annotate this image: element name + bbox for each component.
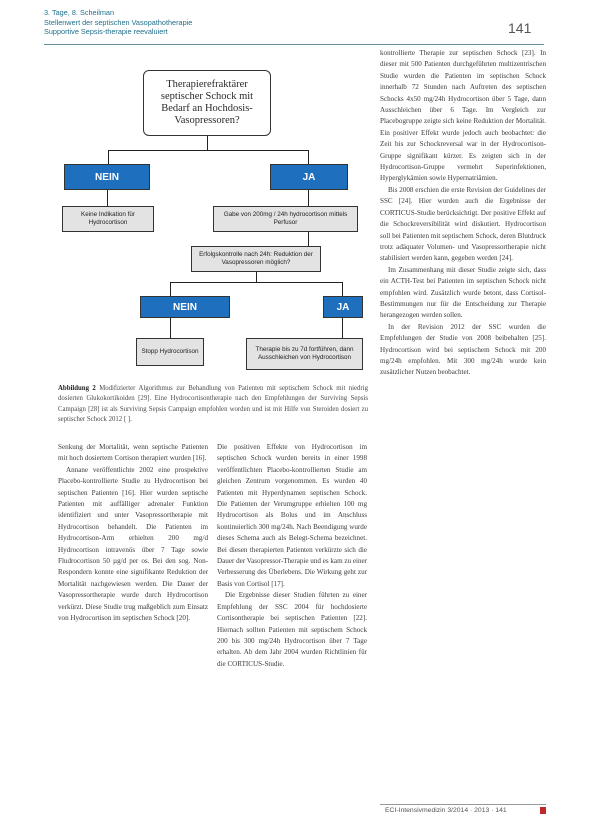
continue-therapy-box xyxy=(246,338,363,370)
connector-line xyxy=(170,282,342,283)
figure-caption xyxy=(58,384,368,426)
column-right xyxy=(380,48,546,800)
connector-line xyxy=(207,136,208,150)
header-line-3: Supportive Sepsis-therapie reevaluiert xyxy=(44,27,168,37)
connector-line xyxy=(342,318,343,338)
header-rule xyxy=(44,44,544,45)
question-text: Therapierefraktärer septischer Schock mit Bedarf an Hochdosis-Vasopressoren? xyxy=(160,79,254,126)
footer-rule xyxy=(380,804,546,805)
algorithm-figure xyxy=(58,60,363,378)
connector-line xyxy=(170,282,171,296)
nein-label: NEIN xyxy=(173,301,197,313)
connector-line xyxy=(107,190,108,206)
stop-hydrocortison-box xyxy=(136,338,204,366)
ja-label: JA xyxy=(302,171,316,183)
red-marker-icon xyxy=(540,807,546,814)
nein-label: NEIN xyxy=(95,171,119,183)
footer-text: ECI-Intensivmedizin 3/2014 · 2013 · 141 xyxy=(385,807,507,814)
question-box xyxy=(143,70,271,136)
paragraph: In der Revision 2012 der SSC wurden die Empfehlungen der Studie von 2008 beibehalten [25]. Hydrocortison wird bei septischem Schock mit 200 mg/24h empfohlen. Mit 300 mg/24h wurde kein zusätzlicher Nutzen beobachtet. xyxy=(380,322,546,377)
connector-line xyxy=(308,150,309,164)
no-indication-box xyxy=(62,206,154,232)
header-line-2: Stellenwert der septischen Vasopathotherapie xyxy=(44,17,193,27)
paragraph: Annane veröffentlichte 2002 eine prospektive Placebo-kontrollierte Studie zu Hydrocortison bei septischen Patienten [16]. Hier wurden septische Patienten mit auffälliger adrenaler Funktion identifiziert und unter Vasopressortherapie mit Hydrocortison behandelt. Die Patienten im Hydrocortison-Arm erhielten 200 mg/d Hydrocortison intravenös über 7 Tage sowie Fludrocortison 50 µg/d per os. Bei den sog. Non-Respondern konnte eine signifikante Reduktion der Mortalität nachgewiesen werden. Die Dauer der Vasopressortherapie wurde durch Hydrocortison verkürzt. Diese Studie trug maßgeblich zum Einsatz von Hydrocortison im septischen Schock [20]. xyxy=(58,465,208,623)
hydrocortison-dose-box xyxy=(213,206,358,232)
header-line-1: 3. Tage, 8. Scheilman xyxy=(44,8,115,17)
caption-text: Modifizierter Algorithmus zur Behandlung von Patienten mit septischem Schock mit niedrig dosierten Glukokortikoiden [29]. Eine Hydrocortisontherapie nach den Empfehlungen der Surviving Sepsis Campaign [28] ist als Surviving Sepsis Campaign empfohlen worden und ist mit Hilfe von Steroiden dosiert zu septischer Schock 2012 [ ]. xyxy=(58,385,368,424)
no-indication-text: Keine Indikation für Hydrocortison xyxy=(81,211,135,226)
paragraph: Die positiven Effekte von Hydrocortison im septischen Schock wurden bereits in einer 1998 veröffentlichten Placebo-kontrollierten Studie am gleichen Zentrum vorgenommen. Es wurden 40 Patienten mit Hyperdynamen septischen Schock. Die Patienten der Verumgruppe erhielten 100 mg Hydrocortison als Bolus und im Anschluss kontinuierlich 300 mg/24h. Nach Beendigung wurde dieses Schema auch als Belegt-Schema bezeichnet. Bei diesen therapierten Patienten verkürzte sich die Dauer der Vasopressor-Therapie und es kam zu einer Verbesserung des Überlebens. Die Wirkung geht zur Basis von Cortisol [17]. xyxy=(217,443,367,588)
nein-box-2 xyxy=(140,296,230,318)
column-middle xyxy=(217,442,367,800)
connector-line xyxy=(308,190,309,206)
paragraph: Senkung der Mortalität, wenn septische Patienten mit hoch dosiertem Cortison therapiert wurden [16]. xyxy=(58,443,208,463)
nein-box-1 xyxy=(64,164,150,190)
connector-line xyxy=(170,318,171,338)
connector-line xyxy=(256,272,257,282)
stop-hydrocortison-text: Stopp Hydrocortison xyxy=(141,348,199,355)
success-check-text: Erfolgskontrolle nach 24h: Reduktion der Vasopressoren möglich? xyxy=(199,251,313,266)
connector-line xyxy=(342,282,343,296)
success-check-box xyxy=(191,246,321,272)
paragraph: Die Ergebnisse dieser Studien führten zu einer Empfehlung der SSC 2004 für hochdosierte Cortisontherapie bei septischen Patienten [22]. Hiernach sollten Patienten mit septischem Schock 200 bis 300 mg/24h Hydrocortison über 7 Tage erhalten. Ab dem Jahr 2004 wurden Richtlinien für die CORTICUS-Studie. xyxy=(217,591,367,668)
connector-line xyxy=(308,232,309,246)
hydrocortison-dose-text: Gabe von 200mg / 24h hydrocortison mittels Perfusor xyxy=(223,211,348,226)
paragraph: Im Zusammenhang mit dieser Studie zeigte sich, dass ein ACTH-Test bei Patienten im septischen Schock nicht empfohlen wird. Zusätzlich wurde betont, dass Cortisol-Bestimmungen nur für die Entscheidung zur Therapie herangezogen werden sollen. xyxy=(380,265,546,320)
connector-line xyxy=(108,150,109,164)
ja-box-2 xyxy=(323,296,363,318)
running-header xyxy=(44,8,192,37)
page-number: 141 xyxy=(508,20,532,36)
connector-line xyxy=(108,150,308,151)
continue-therapy-text: Therapie bis zu 7d fortführen, dann Ausschleichen von Hydrocortison xyxy=(255,346,354,361)
ja-box-1 xyxy=(270,164,348,190)
caption-label: Abbildung 2 xyxy=(58,385,96,392)
column-left xyxy=(58,442,208,800)
paragraph: kontrollierte Therapie zur septischen Schock [23]. In dieser mit 500 Patienten durchgeführten multizentrischen Studie wurden die Patienten im septischen Schock innerhalb 72 Stunden nach Auftreten des septischen Schocks 4x50 mg/24h Hydrocortison über 5 Tage, dann Ausschleichen über 6 Tage. Im Vergleich zur Placebogruppe zeigte sich keine Reduktion der Mortalität. Ein positiver Effekt wurde jedoch auch beobachtet: die Zeit bis zur Schockreversal war in der Hydrocortison-Gruppe signifikant kürzer. Es zeigten sich in der Hydrocortison-Gruppe vermehrt Superinfektionen, Hyperglykämien sowie Hypernatriämien. xyxy=(380,49,546,183)
ja-label: JA xyxy=(336,301,350,313)
paragraph: Bis 2008 erschien die erste Revision der Guidelines der SSC [24]. Hier wurden auch die Ergebnisse der CORTICUS-Studie berücksichtigt. Der positive Effekt auf die Schockreversibilität wird diskutiert. Hydrocortison soll bei Patienten mit septischem Schock, deren Blutdruck trotz adäquater Volumen- und Vasopressortherapie nicht stabilisiert werden kann, gegeben werden [24]. xyxy=(380,185,546,263)
